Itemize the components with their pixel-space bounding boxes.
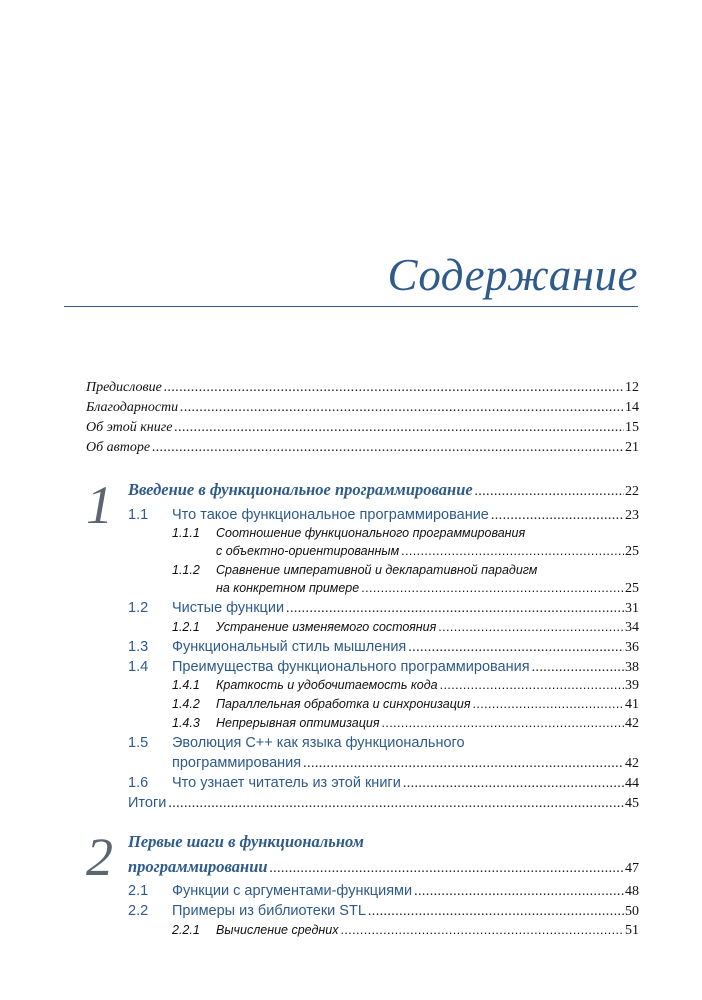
leader-dots	[382, 716, 624, 730]
toc-section-1-5-line1[interactable]	[128, 735, 465, 751]
toc-subsection-1-1-1-line1[interactable]	[172, 526, 525, 540]
section-title: Чистые функции	[172, 600, 285, 616]
toc-entry-label: Об этой книге	[86, 420, 173, 435]
section-number: 1.6	[128, 775, 149, 791]
chapter-title: Введение в функциональное программирование	[128, 480, 473, 499]
leader-dots	[180, 400, 624, 416]
leader-dots	[440, 678, 624, 692]
toc-page-number: 41	[625, 697, 639, 712]
toc-entry-acknowledgements[interactable]	[86, 400, 639, 416]
leader-dots	[340, 923, 624, 937]
chapter-number: 1	[86, 475, 113, 535]
leader-dots	[475, 484, 624, 500]
section-title: Примеры из библиотеки STL	[172, 903, 366, 919]
leader-dots	[414, 884, 624, 900]
section-title: Функции с аргументами-функциями	[172, 883, 413, 899]
subsection-title: на конкретном примере	[216, 581, 360, 595]
toc-subsection-2-2-1[interactable]	[172, 923, 639, 939]
leader-dots	[532, 660, 624, 676]
leader-dots	[152, 440, 624, 456]
subsection-number: 1.1.2	[172, 563, 200, 577]
toc-page-number: 42	[625, 756, 639, 771]
subsection-number: 1.1.1	[172, 526, 200, 540]
leader-dots	[403, 776, 624, 792]
toc-page-number: 21	[625, 440, 639, 455]
toc-section-1-3[interactable]	[128, 639, 639, 656]
page-title: Содержание	[387, 250, 638, 300]
section-number: 1.5	[128, 735, 149, 751]
toc-subsection-1-1-2[interactable]	[216, 581, 639, 597]
subsection-number: 1.4.1	[172, 678, 200, 692]
toc-subsection-1-4-1[interactable]	[172, 678, 639, 694]
toc-section-2-1[interactable]	[128, 883, 639, 900]
toc-page-number: 48	[625, 884, 639, 899]
section-number: 1.2	[128, 600, 149, 616]
toc-entry-label: Предисловие	[86, 380, 162, 395]
leader-dots	[401, 544, 624, 558]
subsection-title-line1: Сравнение императивной и декларативной парадигм	[216, 563, 538, 577]
toc-page-number: 25	[625, 581, 639, 596]
toc-chapter-1[interactable]	[128, 480, 639, 500]
toc-page-number: 45	[625, 796, 639, 811]
toc-page-number: 34	[625, 620, 639, 635]
toc-page-number: 38	[625, 660, 639, 675]
toc-page-number: 12	[625, 380, 639, 395]
subsection-title-line1: Соотношение функционального программирования	[216, 526, 526, 540]
subsection-number: 1.2.1	[172, 620, 200, 634]
chapter-title-line1: Первые шаги в функциональном	[128, 832, 364, 851]
section-title: Функциональный стиль мышления	[172, 639, 407, 655]
toc-chapter-2[interactable]	[128, 857, 639, 877]
section-number: 2.2	[128, 903, 149, 919]
leader-dots	[361, 581, 624, 595]
toc-page-number: 42	[625, 716, 639, 731]
section-title: программирования	[172, 755, 302, 771]
section-title-line1: Эволюция C++ как языка функционального	[172, 735, 465, 751]
toc-entry-about-book[interactable]	[86, 420, 639, 436]
leader-dots	[174, 420, 624, 436]
toc-section-1-5[interactable]	[172, 755, 639, 772]
summary-title: Итоги	[128, 795, 167, 811]
toc-subsection-1-1-2-line1[interactable]	[172, 563, 537, 577]
leader-dots	[286, 601, 624, 617]
section-number: 1.1	[128, 507, 149, 523]
toc-section-2-2[interactable]	[128, 903, 639, 920]
leader-dots	[473, 697, 624, 711]
subsection-title: Параллельная обработка и синхронизация	[216, 697, 471, 711]
toc-page-number: 39	[625, 678, 639, 693]
toc-section-1-1[interactable]	[128, 507, 639, 524]
section-title: Что такое функциональное программирование	[172, 507, 489, 523]
toc-subsection-1-2-1[interactable]	[172, 620, 639, 636]
toc-page-number: 44	[625, 776, 639, 791]
section-title: Преимущества функционального программирования	[172, 659, 530, 675]
chapter-number: 2	[86, 827, 113, 887]
toc-entry-label: Благодарности	[86, 400, 179, 415]
subsection-number: 2.2.1	[172, 923, 200, 937]
leader-dots	[270, 861, 624, 877]
subsection-title: Вычисление средних	[216, 923, 339, 937]
leader-dots	[164, 380, 624, 396]
toc-subsection-1-4-3[interactable]	[172, 716, 639, 732]
leader-dots	[168, 796, 624, 812]
toc-entry-label: Об авторе	[86, 440, 151, 455]
toc-chapter-2-line1[interactable]	[128, 832, 364, 852]
leader-dots	[438, 620, 624, 634]
section-number: 1.4	[128, 659, 149, 675]
toc-page-number: 23	[625, 508, 639, 523]
leader-dots	[491, 508, 624, 524]
toc-page-number: 31	[625, 601, 639, 616]
toc-entry-preface[interactable]	[86, 380, 639, 396]
toc-page-number: 14	[625, 400, 639, 415]
toc-section-1-2[interactable]	[128, 600, 639, 617]
toc-section-1-4[interactable]	[128, 659, 639, 676]
chapter-title: программировании	[128, 857, 268, 876]
toc-subsection-1-1-1[interactable]	[216, 544, 639, 560]
toc-page-number: 15	[625, 420, 639, 435]
subsection-number: 1.4.3	[172, 716, 200, 730]
toc-page-number: 51	[625, 923, 639, 938]
toc-page-number: 22	[625, 484, 639, 499]
section-title: Что узнает читатель из этой книги	[172, 775, 401, 791]
subsection-number: 1.4.2	[172, 697, 200, 711]
toc-section-1-6[interactable]	[128, 775, 639, 792]
subsection-title: Устранение изменяемого состояния	[216, 620, 437, 634]
leader-dots	[368, 904, 624, 920]
leader-dots	[408, 640, 624, 656]
section-number: 2.1	[128, 883, 149, 899]
subsection-title: Краткость и удобочитаемость кода	[216, 678, 438, 692]
toc-subsection-1-4-2[interactable]	[172, 697, 639, 713]
toc-chapter-1-summary[interactable]	[128, 795, 639, 812]
section-number: 1.3	[128, 639, 149, 655]
toc-page-number: 47	[625, 861, 639, 876]
subsection-title: с объектно-ориентированным	[216, 544, 400, 558]
toc-page-number: 25	[625, 544, 639, 559]
subsection-title: Непрерывная оптимизация	[216, 716, 380, 730]
toc-page-number: 36	[625, 640, 639, 655]
toc-entry-about-author[interactable]	[86, 440, 639, 456]
toc-page-number: 50	[625, 904, 639, 919]
leader-dots	[303, 756, 624, 772]
